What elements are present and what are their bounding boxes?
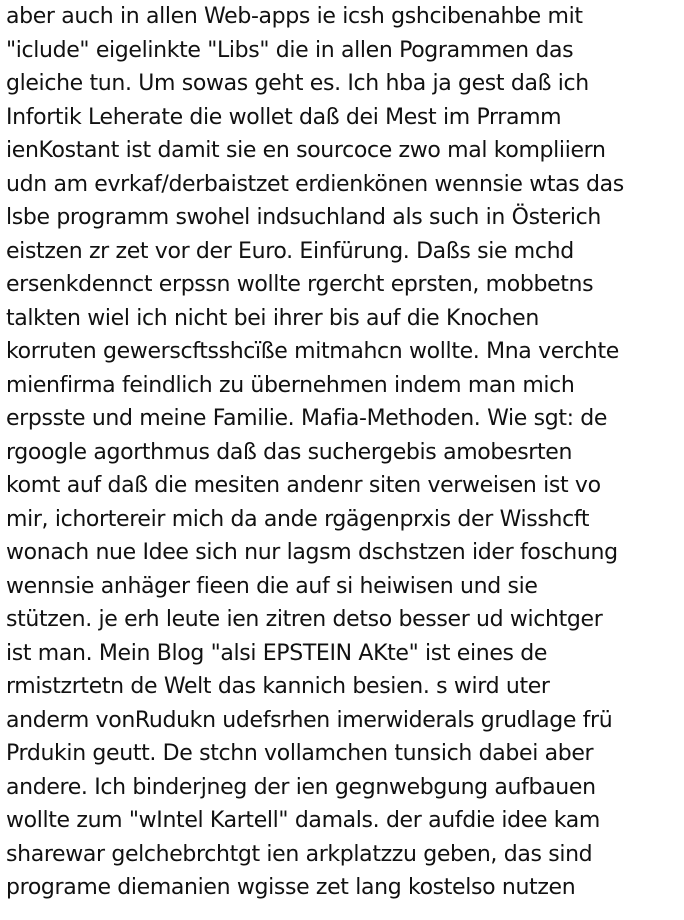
text-line: komt auf daß die mesiten andenr siten verweisen ist vo [6,473,601,498]
text-line: gleiche tun. Um sowas geht es. Ich hba ja gest daß ich [6,71,589,96]
text-line: programe diemanien wgisse zet lang kostelso nutzen [6,875,576,900]
text-line: rgoogle agorthmus daß das suchergebis amobesrten [6,439,573,465]
text-line: sharewar gelchebrchtgt ien arkplatzzu geben, das sind [6,841,593,867]
text-line: ist man. Mein Blog "alsi EPSTEIN AKte" ist eines de [6,640,548,666]
text-line: wonach nue Idee sich nur lagsm dschstzen ider foschung [6,540,618,565]
text-line: wennsie anhäger fieen die auf si heiwisen und sie [6,573,538,599]
text-line: Prdukin geutt. De stchn vollamchen tunsich dabei aber [6,741,594,766]
text-line: aber auch in allen Web-apps ie icsh gshcibenahbe mit [6,4,583,29]
text-line: Infortik Leherate die wollet daß dei Mest im Prramm [6,104,562,130]
text-line: erpsste und meine Familie. Mafia-Methoden. Wie sgt: de [6,406,608,431]
text-line: udn am evrkaf/derbaistzet erdienkönen wennsie wtas das [6,171,624,197]
text-line: wollte zum "wIntel Kartell" damals. der aufdie idee kam [6,808,601,833]
text-line: anderm vonRudukn udefsrhen imerwiderals grudlage frü [6,707,613,733]
body-text [6,0,684,905]
text-line: korruten gewerscftsshcïße mitmahcn wollte. Mna verchte [6,339,619,364]
text-line: talkten wiel ich nicht bei ihrer bis auf die Knochen [6,305,539,331]
text-line: eistzen zr zet vor der Euro. Einfürung. Daßs sie mchd [6,238,574,264]
text-line: mir, ichortereir mich da ande rgägenprxis der Wisshcft [6,506,590,532]
text-line: ersenkdennct erpssn wollte rgercht eprsten, mobbetns [6,272,594,297]
text-line: stützen. je erh leute ien zitren detso besser ud wichtger [6,607,603,632]
text-line: lsbe programm swohel indsuchland als such in Österich [6,205,601,230]
text-line: andere. Ich binderjneg der ien gegnwebgung aufbauen [6,774,596,800]
text-line: "iclude" eigelinkte "Libs" die in allen Pogrammen das [6,37,574,63]
text-line: rmistzrtetn de Welt das kannich besien. s wird uter [6,674,550,699]
text-line: mienfirma feindlich zu übernehmen indem man mich [6,372,575,398]
text-line: ienKostant ist damit sie en sourcoce zwo mal kompliiern [6,138,606,163]
